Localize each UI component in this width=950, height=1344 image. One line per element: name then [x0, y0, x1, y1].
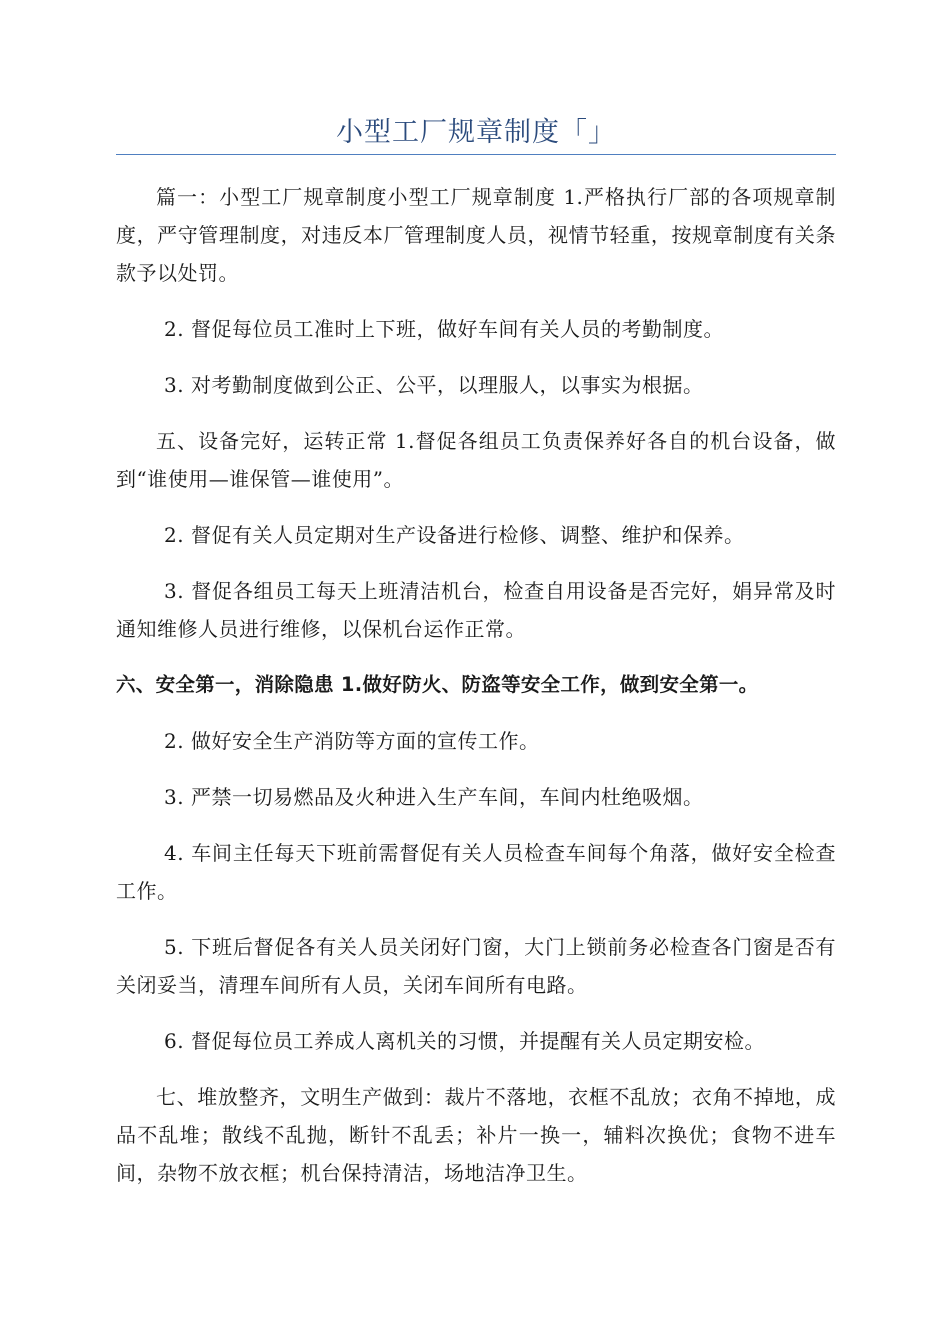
title-underline [116, 154, 836, 155]
paragraph-item: 3. 督促各组员工每天上班清洁机台，检查自用设备是否完好，娟异常及时通知维修人员进行维修，以保机台运作正常。 [116, 579, 836, 641]
paragraph-item: 5. 下班后督促各有关人员关闭好门窗，大门上锁前务必检查各门窗是否有关闭妥当，清理车间所有人员，关闭车间所有电路。 [116, 935, 836, 997]
paragraph-item: 2. 督促每位员工准时上下班，做好车间有关人员的考勤制度。 [164, 317, 724, 341]
paragraph-item: 2. 督促有关人员定期对生产设备进行检修、调整、维护和保养。 [164, 523, 745, 547]
paragraph-item: 4. 车间主任每天下班前需督促有关人员检查车间每个角落，做好安全检查工作。 [116, 841, 836, 903]
paragraph-section-7: 七、堆放整齐，文明生产做到：裁片不落地，衣框不乱放；衣角不掉地，成品不乱堆；散线不乱抛，断针不乱丢；补片一换一，辅料次换优；食物不进车间，杂物不放衣框；机台保持清洁，场地洁净卫生。 [116, 1085, 836, 1185]
paragraph-section-5: 五、设备完好，运转正常 1.督促各组员工负责保养好各自的机台设备，做到“谁使用—谁保管—谁使用”。 [116, 429, 836, 491]
paragraph-item: 3. 对考勤制度做到公正、公平，以理服人，以事实为根据。 [164, 373, 704, 397]
document-title: 小型工厂规章制度「」 [336, 117, 616, 148]
paragraph-intro: 篇一：小型工厂规章制度小型工厂规章制度 1.严格执行厂部的各项规章制度，严守管理制度，对违反本厂管理制度人员，视情节轻重，按规章制度有关条款予以处罚。 [116, 185, 836, 285]
document-body [116, 178, 836, 1210]
paragraph-item: 3. 严禁一切易燃品及火种进入生产车间，车间内杜绝吸烟。 [164, 785, 704, 809]
paragraph-item: 6. 督促每位员工养成人离机关的习惯，并提醒有关人员定期安检。 [164, 1029, 765, 1053]
paragraph-section-6-heading: 六、安全第一，消除隐患 1.做好防火、防盗等安全工作，做到安全第一。 [116, 673, 759, 696]
paragraph-item: 2. 做好安全生产消防等方面的宣传工作。 [164, 729, 540, 753]
